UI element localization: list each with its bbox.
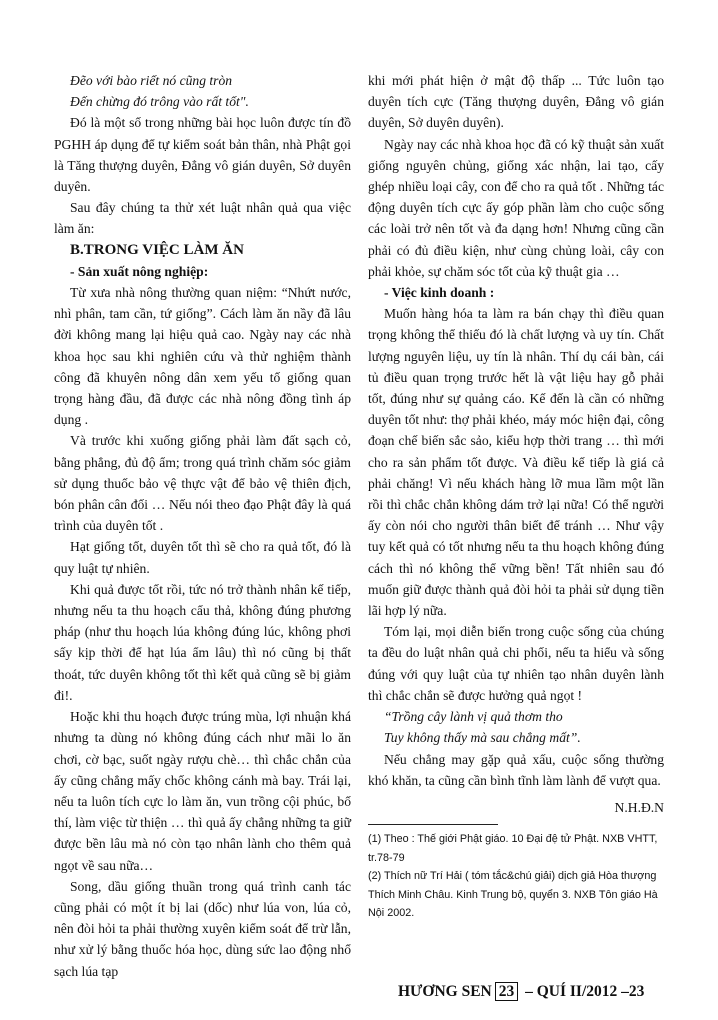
verse-line-2: Đến chừng đó trông vào rất tốt".: [70, 94, 249, 110]
paragraph: Hoặc khi thu hoạch được trúng mùa, lợi nhuận khá nhưng ta dùng nó không đúng cách như mãi lo ăn chơi, cờ bạc, suốt ngày rượu chè… thì chắc chắn của ấy cũng chẳng mấy chốc không cánh mà bay. Trái lại, nếu ta luôn tích cực lo làm ăn, vun trồng cội phúc, bố thí, làm việc từ thiện … thì quả ấy chẳng những ta giữ được bền lâu mà nó còn tạo nhân lành cho thêm quả ngọt về sau nữa…: [54, 709, 351, 873]
footnote-divider: [368, 824, 498, 825]
paragraph: Song, dầu giống thuần trong quá trình canh tác cũng phải có một ít bị lai (dốc) như lúa von, lúa cỏ, nên đòi hỏi ta phải thường xuyên kiểm soát để trừ lẫn, như xử lý bằng thuốc hóa học, dùng sức lao động nhổ sạch lúa tạp: [54, 878, 351, 979]
author-signature: N.H.Đ.N: [614, 799, 664, 815]
paragraph: Tóm lại, mọi diễn biến trong cuộc sống của chúng ta đều do luật nhân quả chi phối, nếu ta hiểu và sống đúng với quy luật của tự nhiên tạo nhân duyên lành thì chắc chắn sẽ được hưởng quả ngọt !: [368, 624, 664, 703]
magazine-name: HƯƠNG SEN: [398, 983, 492, 1000]
paragraph: Hạt giống tốt, duyên tốt thì sẽ cho ra quả tốt, đó là quy luật tự nhiên.: [54, 539, 351, 576]
verse-line-3: “Trồng cây lành vị quả thơm tho: [384, 709, 563, 725]
left-column: [54, 70, 351, 982]
subheading-business: - Việc kinh doanh :: [384, 285, 495, 301]
paragraph: Nếu chẳng may gặp quả xấu, cuộc sống thường khó khăn, ta cũng cần bình tĩnh làm lành để vượt qua.: [368, 751, 664, 788]
subheading-agriculture: - Sản xuất nông nghiệp:: [70, 263, 209, 279]
page-number-box: 23: [495, 982, 519, 1001]
paragraph: khi mới phát hiện ở mật độ thấp ... Tức luôn tạo duyên tích cực (Tăng thượng duyên, Đẳng vô gián duyên, Sở duyên duyên).: [368, 73, 664, 131]
issue-label: – QUÍ II/2012 –23: [525, 983, 645, 1000]
paragraph: Và trước khi xuống giống phải làm đất sạch cỏ, bằng phẳng, đủ độ ẩm; trong quá trình chăm sóc giảm sử dụng thuốc bảo vệ thực vật để bảo vệ thiên địch, bón phân cân đối … Nếu nói theo đạo Phật đây là quá trình của duyên tốt .: [54, 433, 351, 534]
paragraph: Từ xưa nhà nông thường quan niệm: “Nhứt nước, nhì phân, tam cần, tứ giống”. Cách làm ăn nầy đã lâu đời không mang lại hiệu quả cao. Ngày nay các nhà khoa học sau khi nghiên cứu và thử nghiệm thành công đã khuyên nông dân xem yếu tố giống quan trọng hàng đầu, đã được các nhà nông đồng tình áp dụng .: [54, 285, 351, 428]
footnotes: [368, 830, 664, 923]
right-column: [368, 70, 664, 818]
verse-line-4: Tuy không thấy mà sau chẳng mất”.: [384, 730, 581, 746]
paragraph: Đó là một số trong những bài học luôn được tín đồ PGHH áp dụng để tự kiểm soát bản thân, nhà Phật gọi là Tăng thượng duyên, Đẳng vô gián duyên, Sở duyên duyên.: [54, 115, 351, 195]
paragraph: Sau đây chúng ta thử xét luật nhân quả qua việc làm ăn:: [54, 200, 351, 237]
section-heading: B.TRONG VIỆC LÀM ĂN: [70, 241, 244, 258]
footnote-1: (1) Theo : Thế giới Phật giáo. 10 Đại đệ tử Phật. NXB VHTT, tr.78-79: [368, 833, 658, 864]
paragraph: Khi quả được tốt rồi, tức nó trở thành nhân kế tiếp, nhưng nếu ta thu hoạch cẩu thả, không đúng phương pháp (như thu hoạch lúa không đúng lúc, không phơi sấy kịp thời để hạt lúa ẩm lâu) thì nó cũng bị thất thoát, tức duyên không tốt thì kết quả cũng sẽ bị giảm đi!.: [54, 581, 351, 703]
paragraph: Muốn hàng hóa ta làm ra bán chạy thì điều quan trọng không thể thiếu đó là chất lượng và uy tín. Chất lượng nguyên liệu, uy tín là nhân. Thí dụ cái bàn, cái tủ điều quan trọng trước hết là vật liệu hay gỗ phải tốt, đúng như sự quảng cáo. Kế đến là cần có những duyên tốt như: thợ phải khéo, máy móc hiện đại, công đoạn chế biến sắc sảo, kiểu hợp thời trang … thì mới cho ra sản phẩm tốt được. Và điều kế tiếp là giá cả phải chăng! Vì nếu khách hàng lỡ mua lầm một lần rồi thì chắc chắn không dám trở lại nữa! Có thể người ấy còn nói cho người thân biết để tránh … Như vậy tuy kết quả có tốt nhưng nếu ta thu hoạch không đúng cách thì nó không thể vững bền! Tất nhiên sau đó muốn giữ được thành quả đòi hỏi ta phải sử dụng tiền lãi hợp lý nữa.: [368, 306, 664, 619]
verse-line-1: Đẽo với bào riết nó cũng tròn: [70, 73, 233, 88]
footnote-2: (2) Thích nữ Trí Hải ( tóm tắc&chú giải) dịch giả Hòa thượng Thích Minh Châu. Kinh Trung bộ, quyển 3. NXB Tôn giáo Hà Nội 2002.: [368, 870, 658, 920]
paragraph: Ngày nay các nhà khoa học đã có kỹ thuật sản xuất giống nguyên chủng, giống xác nhận, lai tạo, cấy ghép nhiều loại cây, con để cho ra quả tốt . Những tác động duyên tích cực ấy góp phần làm cho cuộc sống các loài trở nên tốt và đa dạng hơn! Nhưng cũng cần phải có đủ điều kiện, như cùng chủng loài, cây con phải khỏe, sự chăm sóc tốt của kỹ thuật gia …: [368, 136, 664, 279]
page-footer: [398, 982, 668, 1001]
